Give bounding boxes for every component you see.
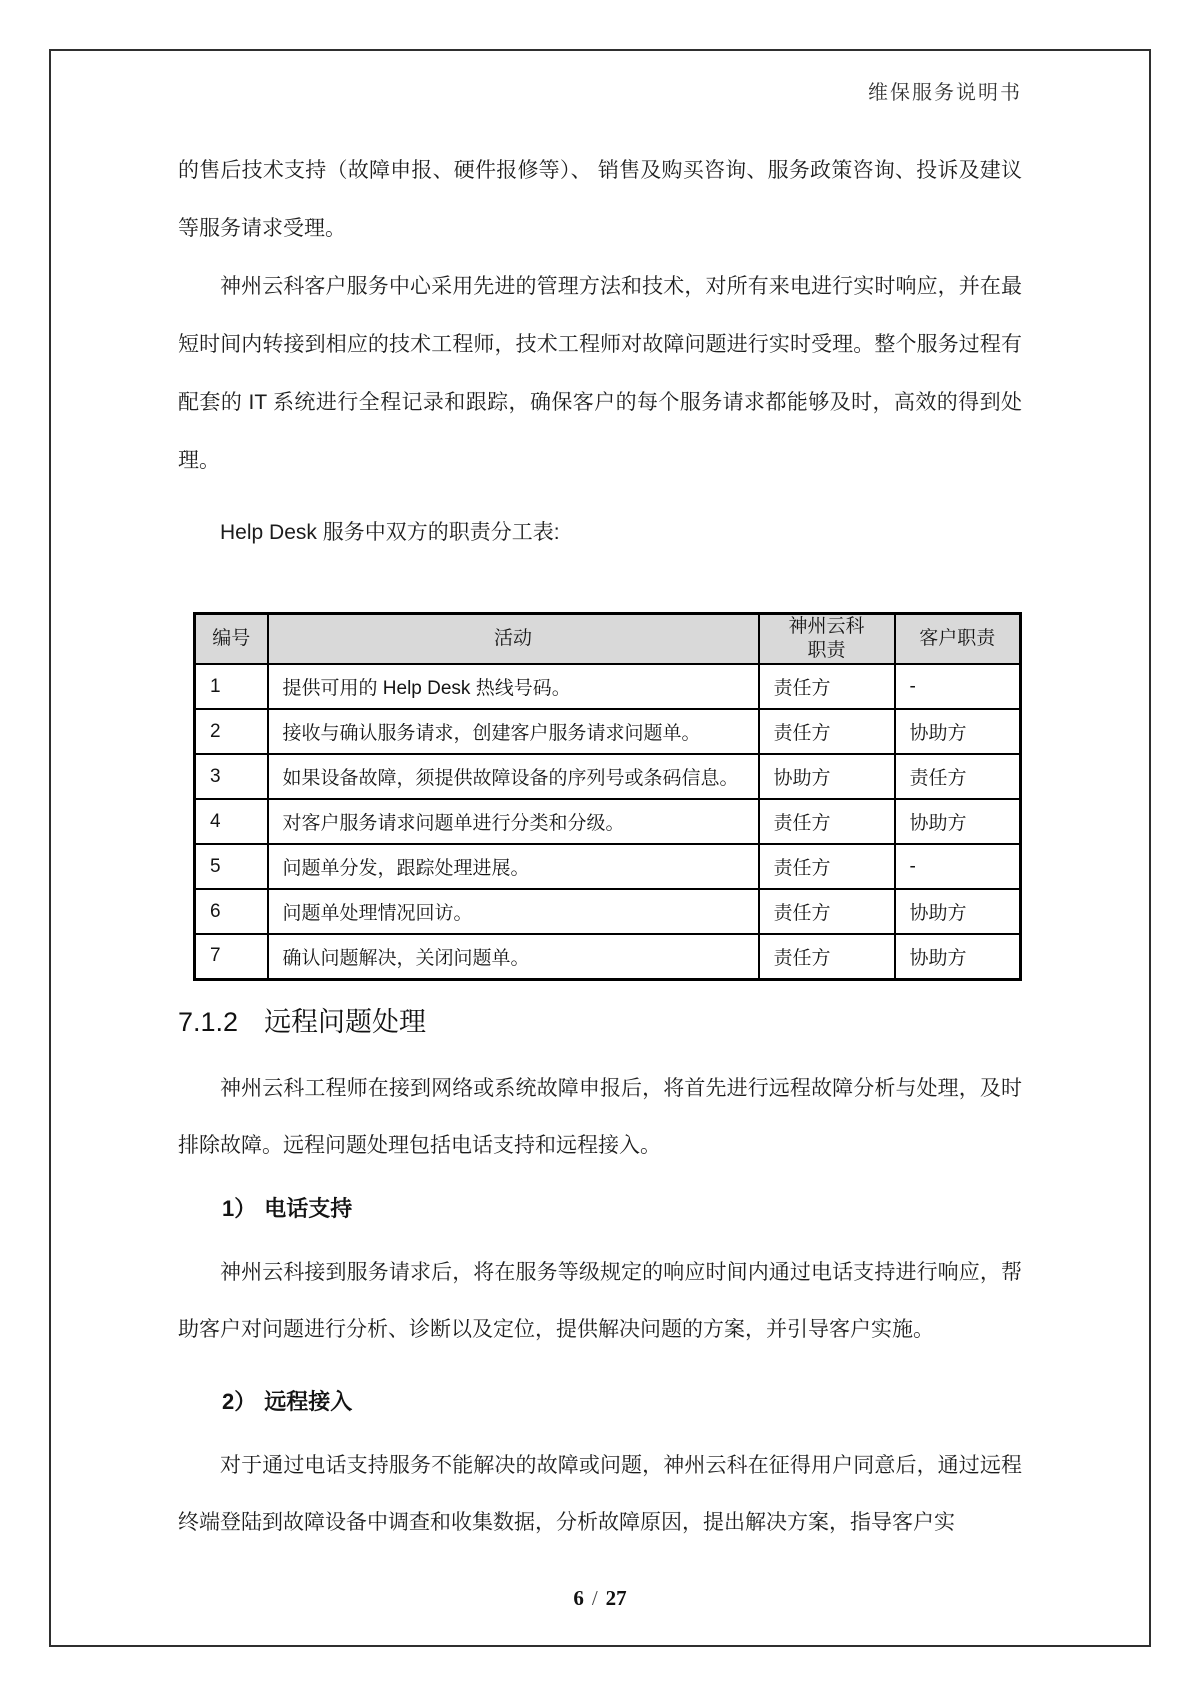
page-content (178, 0, 1022, 1551)
table-row (195, 889, 1021, 934)
table-row (195, 934, 1021, 979)
cell-number: 3 (195, 754, 268, 799)
cell-activity: 接收与确认服务请求，创建客户服务请求问题单。 (268, 709, 759, 754)
body-paragraph-remote-handling: 神州云科工程师在接到网络或系统故障申报后，将首先进行远程故障分析与处理，及时排除故障。远程问题处理包括电话支持和远程接入。 (178, 1076, 1022, 1157)
col-header-customer-duty: 客户职责 (895, 614, 1021, 665)
cell-vendor-duty: 责任方 (759, 889, 895, 934)
body-paragraph-continuation: 的售后技术支持（故障申报、硬件报修等）、 销售及购买咨询、服务政策咨询、投诉及建议等服务请求受理。 (178, 159, 1022, 240)
cell-vendor-duty: 责任方 (759, 664, 895, 709)
cell-number: 7 (195, 934, 268, 979)
subheading-remote-access (178, 1373, 1022, 1430)
col-header-vendor-duty-text: 神州云科职责 (788, 616, 865, 661)
table-intro-line: Help Desk 服务中双方的职责分工表: (220, 521, 560, 544)
total-page-count: 27 (605, 1586, 627, 1610)
cell-activity: 对客户服务请求问题单进行分类和分级。 (268, 799, 759, 844)
cell-activity: 如果设备故障，须提供故障设备的序列号或条码信息。 (268, 754, 759, 799)
subheading-number: 2） (222, 1388, 257, 1414)
subheading-label: 电话支持 (264, 1195, 353, 1221)
cell-number: 5 (195, 844, 268, 889)
section-heading-7-1-2 (178, 997, 1022, 1047)
subheading-number: 1） (222, 1195, 257, 1221)
cell-vendor-duty: 责任方 (759, 709, 895, 754)
cell-customer-duty: 协助方 (895, 889, 1021, 934)
section-title: 远程问题处理 (264, 1006, 427, 1037)
col-header-vendor-duty (759, 614, 895, 665)
col-header-activity: 活动 (268, 614, 759, 665)
cell-customer-duty: 协助方 (895, 799, 1021, 844)
cell-customer-duty: 责任方 (895, 754, 1021, 799)
body-paragraph-phone-support: 神州云科接到服务请求后，将在服务等级规定的响应时间内通过电话支持进行响应，帮助客户对问题进行分析、诊断以及定位，提供解决问题的方案，并引导客户实施。 (178, 1260, 1022, 1341)
table-row (195, 754, 1021, 799)
cell-customer-duty: 协助方 (895, 709, 1021, 754)
cell-number: 2 (195, 709, 268, 754)
body-paragraph-service-center: 神州云科客户服务中心采用先进的管理方法和技术，对所有来电进行实时响应，并在最短时间内转接到相应的技术工程师，技术工程师对故障问题进行实时受理。整个服务过程有配套的 IT 系统进行全程记录和跟踪，确保客户的每个服务请求都能够及时，高效的得到处理。 (178, 275, 1022, 472)
cell-activity: 确认问题解决，关闭问题单。 (268, 934, 759, 979)
page-number-separator: / (591, 1586, 598, 1610)
subheading-phone-support (178, 1180, 1022, 1237)
table-row (195, 799, 1021, 844)
section-number: 7.1.2 (178, 1006, 239, 1037)
body-paragraph-remote-access: 对于通过电话支持服务不能解决的故障或问题，神州云科在征得用户同意后，通过远程终端登陆到故障设备中调查和收集数据，分析故障原因，提出解决方案，指导客户实 (178, 1453, 1022, 1534)
cell-activity: 问题单处理情况回访。 (268, 889, 759, 934)
helpdesk-responsibility-table (193, 612, 1022, 981)
cell-activity: 提供可用的 Help Desk 热线号码。 (268, 664, 759, 709)
table-row (195, 664, 1021, 709)
current-page-number: 6 (573, 1586, 584, 1610)
cell-customer-duty: - (895, 844, 1021, 889)
cell-number: 6 (195, 889, 268, 934)
cell-customer-duty: 协助方 (895, 934, 1021, 979)
page-footer (0, 1578, 1200, 1618)
cell-vendor-duty: 责任方 (759, 799, 895, 844)
table-row (195, 844, 1021, 889)
cell-number: 4 (195, 799, 268, 844)
subheading-label: 远程接入 (264, 1388, 353, 1414)
cell-vendor-duty: 协助方 (759, 754, 895, 799)
cell-vendor-duty: 责任方 (759, 934, 895, 979)
running-header-title: 维保服务说明书 (868, 82, 1022, 104)
cell-activity: 问题单分发，跟踪处理进展。 (268, 844, 759, 889)
cell-number: 1 (195, 664, 268, 709)
cell-vendor-duty: 责任方 (759, 844, 895, 889)
col-header-number: 编号 (195, 614, 268, 665)
table-header-row (195, 614, 1021, 665)
table-row (195, 709, 1021, 754)
cell-customer-duty: - (895, 664, 1021, 709)
